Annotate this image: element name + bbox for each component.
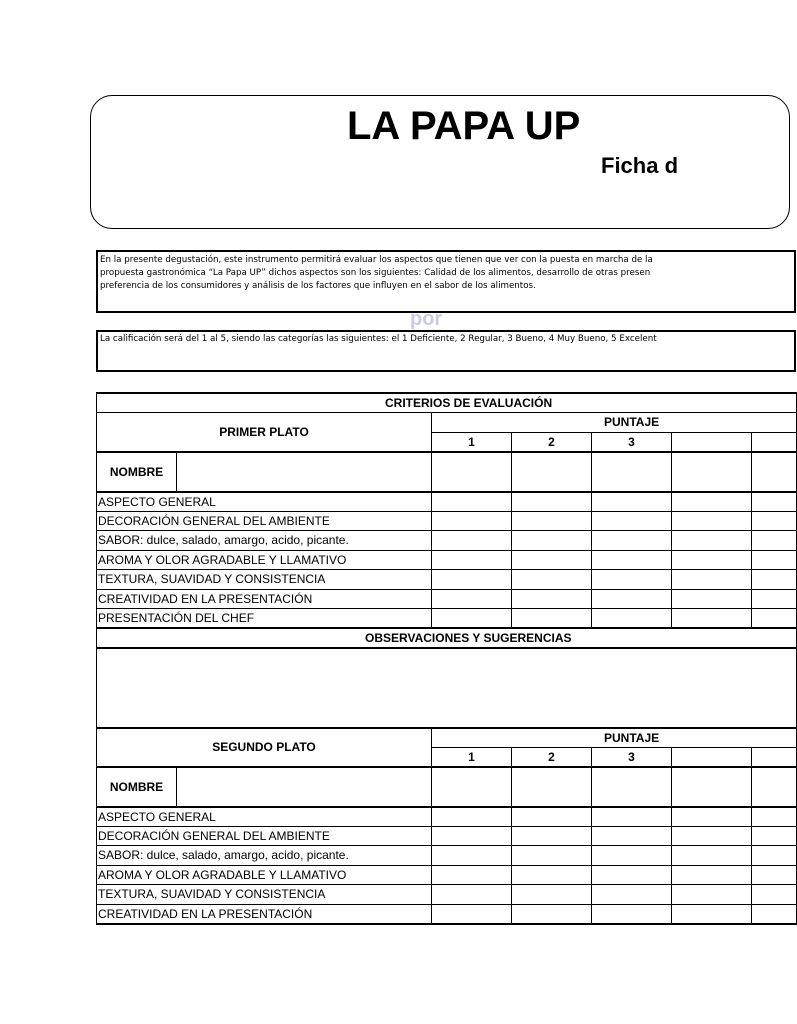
intro-line: preferencia de los consumidores y análisis de los factores que influyen en el sabor de los alimentos. <box>100 281 536 291</box>
score-cell[interactable] <box>512 570 592 590</box>
score-cell[interactable] <box>512 609 592 629</box>
criteria-row <box>97 865 797 885</box>
score-cell[interactable] <box>672 492 752 512</box>
score-cell[interactable] <box>752 807 797 827</box>
score-cell[interactable] <box>752 531 797 551</box>
page-subtitle: Ficha d <box>601 153 679 178</box>
score-2: 2 <box>512 432 592 452</box>
page-title: LA PAPA UP <box>347 104 581 148</box>
score-cell[interactable] <box>672 885 752 905</box>
score-cell[interactable] <box>592 531 672 551</box>
score-cell[interactable] <box>592 609 672 629</box>
criteria-label: PRESENTACIÓN DEL CHEF <box>97 609 432 629</box>
name-row <box>97 767 797 807</box>
score-cell[interactable] <box>752 885 797 905</box>
criteria-row <box>97 846 797 866</box>
score-cell[interactable] <box>512 452 592 492</box>
score-cell[interactable] <box>592 885 672 905</box>
score-3: 3 <box>592 432 672 452</box>
score-cell[interactable] <box>752 767 797 807</box>
criteria-label: TEXTURA, SUAVIDAD Y CONSISTENCIA <box>97 885 432 905</box>
score-cell[interactable] <box>592 511 672 531</box>
criteria-label: AROMA Y OLOR AGRADABLE Y LLAMATIVO <box>97 865 432 885</box>
score-cell[interactable] <box>432 452 512 492</box>
score-cell[interactable] <box>432 589 512 609</box>
score-cell[interactable] <box>752 904 797 924</box>
observations-area[interactable] <box>97 648 797 728</box>
score-cell[interactable] <box>752 846 797 866</box>
score-cell[interactable] <box>512 511 592 531</box>
score-cell[interactable] <box>752 452 797 492</box>
score-cell[interactable] <box>752 589 797 609</box>
score-cell[interactable] <box>752 492 797 512</box>
score-cell[interactable] <box>432 511 512 531</box>
criteria-row <box>97 609 797 629</box>
score-cell[interactable] <box>752 609 797 629</box>
nombre-input-cell[interactable] <box>177 452 432 492</box>
score-cell[interactable] <box>512 492 592 512</box>
score-cell[interactable] <box>432 767 512 807</box>
criteria-label: ASPECTO GENERAL <box>97 807 432 827</box>
score-cell[interactable] <box>432 550 512 570</box>
criteria-row <box>97 531 797 551</box>
score-cell[interactable] <box>592 550 672 570</box>
criteria-row <box>97 589 797 609</box>
score-3: 3 <box>592 747 672 767</box>
criteria-row <box>97 550 797 570</box>
second-dish-label: SEGUNDO PLATO <box>97 728 432 767</box>
score-cell[interactable] <box>512 865 592 885</box>
score-cell[interactable] <box>432 492 512 512</box>
score-cell[interactable] <box>432 865 512 885</box>
score-cell[interactable] <box>672 570 752 590</box>
criteria-row <box>97 885 797 905</box>
criteria-label: SABOR: dulce, salado, amargo, acido, picante. <box>97 531 432 551</box>
criteria-header-row <box>97 393 797 413</box>
criteria-label: DECORACIÓN GENERAL DEL AMBIENTE <box>97 826 432 846</box>
criteria-row <box>97 570 797 590</box>
score-cell[interactable] <box>432 885 512 905</box>
watermark-text: por <box>410 308 443 330</box>
score-cell[interactable] <box>592 865 672 885</box>
score-cell[interactable] <box>592 826 672 846</box>
criteria-title: CRITERIOS DE EVALUACIÓN <box>97 393 797 413</box>
score-cell[interactable] <box>592 570 672 590</box>
score-1: 1 <box>432 747 512 767</box>
score-cell[interactable] <box>752 550 797 570</box>
score-cell[interactable] <box>752 570 797 590</box>
criteria-row <box>97 511 797 531</box>
score-cell <box>672 747 752 767</box>
puntaje-label: PUNTAJE <box>432 728 797 748</box>
score-cell <box>752 432 797 452</box>
score-2: 2 <box>512 747 592 767</box>
score-cell[interactable] <box>592 589 672 609</box>
score-cell[interactable] <box>592 492 672 512</box>
score-cell[interactable] <box>672 511 752 531</box>
criteria-label: AROMA Y OLOR AGRADABLE Y LLAMATIVO <box>97 550 432 570</box>
score-cell[interactable] <box>672 904 752 924</box>
criteria-label: SABOR: dulce, salado, amargo, acido, picante. <box>97 846 432 866</box>
name-row <box>97 452 797 492</box>
score-cell[interactable] <box>432 570 512 590</box>
score-cell[interactable] <box>672 550 752 570</box>
score-cell[interactable] <box>512 885 592 905</box>
first-dish-label: PRIMER PLATO <box>97 413 432 452</box>
score-cell[interactable] <box>672 826 752 846</box>
score-cell[interactable] <box>432 826 512 846</box>
score-cell[interactable] <box>432 807 512 827</box>
score-cell[interactable] <box>512 846 592 866</box>
criteria-label: DECORACIÓN GENERAL DEL AMBIENTE <box>97 511 432 531</box>
evaluation-table <box>96 392 797 925</box>
second-dish-header-row <box>97 728 797 748</box>
criteria-row <box>97 904 797 924</box>
score-cell[interactable] <box>672 589 752 609</box>
first-dish-header-row <box>97 413 797 433</box>
intro-line: propuesta gastronómica “La Papa UP” dichos aspectos son los siguientes: Calidad de los alimentos, desarrollo de otras presen <box>100 268 651 278</box>
criteria-row <box>97 807 797 827</box>
score-cell[interactable] <box>672 865 752 885</box>
score-cell[interactable] <box>432 531 512 551</box>
score-cell[interactable] <box>672 807 752 827</box>
score-cell[interactable] <box>432 609 512 629</box>
score-cell[interactable] <box>672 452 752 492</box>
score-cell <box>672 432 752 452</box>
criteria-row <box>97 492 797 512</box>
intro-paragraph <box>96 250 796 313</box>
score-cell[interactable] <box>512 807 592 827</box>
score-cell[interactable] <box>672 609 752 629</box>
score-cell[interactable] <box>672 846 752 866</box>
score-cell[interactable] <box>752 865 797 885</box>
score-cell[interactable] <box>672 531 752 551</box>
rating-scale-note: La calificación será del 1 al 5, siendo las categorías las siguientes: el 1 Deficiente, 2 Regular, 3 Bueno, 4 Muy Bueno, 5 Excelent <box>96 330 796 372</box>
score-cell[interactable] <box>672 767 752 807</box>
score-cell[interactable] <box>432 846 512 866</box>
score-cell[interactable] <box>512 826 592 846</box>
score-1: 1 <box>432 432 512 452</box>
score-cell[interactable] <box>752 511 797 531</box>
score-cell[interactable] <box>592 807 672 827</box>
criteria-label: ASPECTO GENERAL <box>97 492 432 512</box>
score-cell[interactable] <box>512 550 592 570</box>
nombre-label: NOMBRE <box>97 452 177 492</box>
nombre-label: NOMBRE <box>97 767 177 807</box>
score-cell[interactable] <box>432 904 512 924</box>
score-cell[interactable] <box>512 589 592 609</box>
criteria-label: TEXTURA, SUAVIDAD Y CONSISTENCIA <box>97 570 432 590</box>
observations-title: OBSERVACIONES Y SUGERENCIAS <box>97 628 797 648</box>
score-cell <box>752 747 797 767</box>
criteria-label: CREATIVIDAD EN LA PRESENTACIÓN <box>97 589 432 609</box>
score-cell[interactable] <box>512 904 592 924</box>
observations-header-row <box>97 628 797 648</box>
nombre-input-cell[interactable] <box>177 767 432 807</box>
score-cell[interactable] <box>592 452 672 492</box>
intro-line: En la presente degustación, este instrumento permitirá evaluar los aspectos que tienen que ver con la puesta en marcha de la <box>100 255 653 265</box>
score-cell[interactable] <box>592 767 672 807</box>
score-cell[interactable] <box>512 531 592 551</box>
score-cell[interactable] <box>512 767 592 807</box>
observations-area-row <box>97 648 797 728</box>
score-cell[interactable] <box>592 846 672 866</box>
score-cell[interactable] <box>592 904 672 924</box>
puntaje-label: PUNTAJE <box>432 413 797 433</box>
criteria-row <box>97 826 797 846</box>
criteria-label: CREATIVIDAD EN LA PRESENTACIÓN <box>97 904 432 924</box>
score-cell[interactable] <box>752 826 797 846</box>
